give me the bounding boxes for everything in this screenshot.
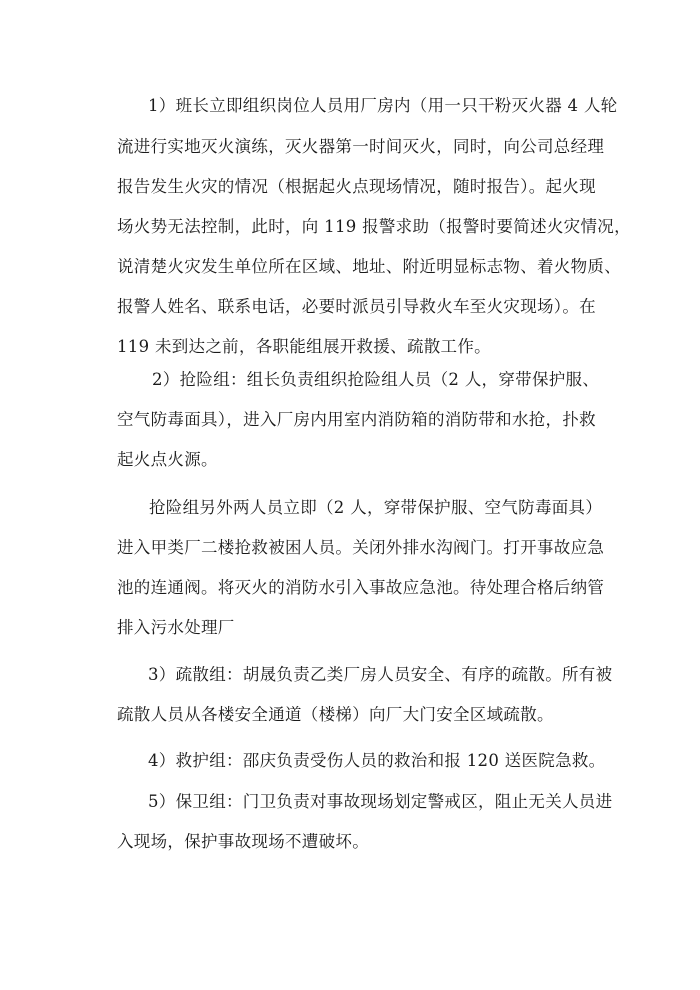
para-2-line-1: 2）抢险组：组长负责组织抢险组人员（2 人，穿带保护服、 [152, 370, 600, 389]
para-1-line-1: 1）班长立即组织岗位人员用厂房内（用一只干粉灭火器 4 人轮 [148, 96, 618, 115]
para-3-line-4: 排入污水处理厂 [117, 618, 235, 637]
para-3-line-3: 池的连通阀。将灭火的消防水引入事故应急池。待处理合格后纳管 [117, 578, 605, 597]
para-3-line-2: 进入甲类厂二楼抢救被困人员。关闭外排水沟阀门。打开事故应急 [117, 538, 605, 557]
para-3-line-1: 抢险组另外两人员立即（2 人，穿带保护服、空气防毒面具） [149, 498, 603, 517]
para-1-line-2: 流进行实地灭火演练，灭火器第一时间灭火，同时，向公司总经理 [117, 137, 605, 156]
para-1-line-5: 说清楚火灾发生单位所在区域、地址、附近明显标志物、着火物质、 [117, 257, 621, 276]
para-6-line-1: 5）保卫组：门卫负责对事故现场划定警戒区，阻止无关人员进 [148, 792, 613, 811]
para-1-line-3: 报告发生火灾的情况（根据起火点现场情况，随时报告）。起火现 [117, 177, 596, 196]
para-2-line-2: 空气防毒面具），进入厂房内用室内消防箱的消防带和水抢，扑救 [117, 410, 596, 429]
para-4-line-2: 疏散人员从各楼安全通道（楼梯）向厂大门安全区域疏散。 [117, 705, 554, 724]
para-1-line-6: 报警人姓名、联系电话，必要时派员引导救火车至火灾现场）。在 [117, 297, 596, 316]
para-2-line-3: 起火点火源。 [117, 450, 218, 469]
para-5-line-1: 4）救护组：邵庆负责受伤人员的救治和报 120 送医院急救。 [148, 751, 606, 770]
para-1-line-7: 119 未到达之前，各职能组展开救援、疏散工作。 [117, 337, 491, 356]
para-4-line-1: 3）疏散组：胡晟负责乙类厂房人员安全、有序的疏散。所有被 [148, 665, 613, 684]
para-1-line-4: 场火势无法控制，此时，向 119 报警求助（报警时要简述火灾情况， [117, 217, 631, 236]
para-6-line-2: 入现场，保护事故现场不遭破坏。 [117, 832, 369, 851]
